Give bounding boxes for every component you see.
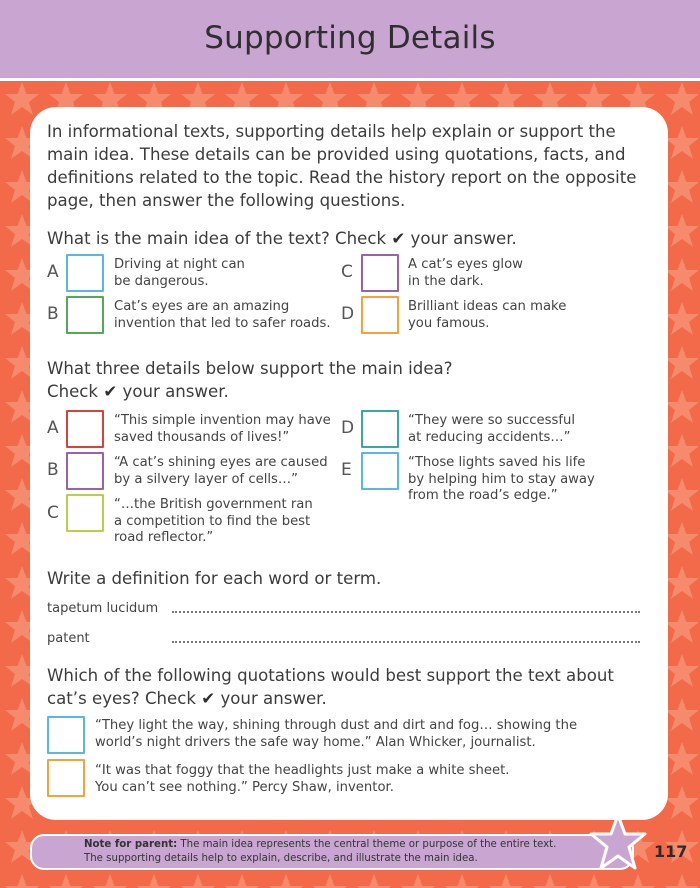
page-title: Supporting Details <box>204 20 496 56</box>
q2-prompt: What three details below support the main idea? Check ✔ your answer. <box>47 359 453 401</box>
q2-option-c: “…the British government ran a competition to find the best road reflector.” <box>114 497 313 545</box>
q3-prompt: Write a definition for each word or term. <box>47 569 382 588</box>
q1-letter-d: D <box>341 304 355 324</box>
q1-option-b: Cat’s eyes are an amazing invention that led to safer roads. <box>114 299 331 331</box>
q2-checkbox-a[interactable] <box>66 410 104 448</box>
q1-letter-c: C <box>341 262 353 282</box>
q2-checkbox-e[interactable] <box>361 452 399 490</box>
page-number: 117 <box>654 842 688 861</box>
check-icon: ✔ <box>103 382 118 401</box>
q1-checkbox-b[interactable] <box>66 296 104 334</box>
q2-letter-e: E <box>341 460 352 480</box>
q1-prompt: What is the main idea of the text? Check ✔ your answer. <box>47 229 517 248</box>
parent-note-label: Note for parent: <box>84 839 178 850</box>
definition-line-patent[interactable] <box>172 641 640 643</box>
q1-letter-a: A <box>47 262 59 282</box>
q1-letter-b: B <box>47 304 59 324</box>
q2-letter-a: A <box>47 418 59 438</box>
check-icon: ✔ <box>201 689 216 708</box>
q2-option-d: “They were so successful at reducing accidents…” <box>408 413 576 445</box>
q1-checkbox-c[interactable] <box>361 254 399 292</box>
q1-checkbox-d[interactable] <box>361 296 399 334</box>
parent-note: Note for parent: The main idea represents the central theme or purpose of the entire text. The supporting details help to explain, describe, and illustrate the main idea. <box>84 839 557 864</box>
q4-option-2: “It was that foggy that the headlights just make a white sheet. You can’t see nothing.” Percy Shaw, inventor. <box>95 763 510 795</box>
q2-checkbox-c[interactable] <box>66 494 104 532</box>
definition-line-tapetum-lucidum[interactable] <box>172 611 640 613</box>
q4-prompt: Which of the following quotations would best support the text about cat’s eyes? Check ✔ your answer. <box>47 666 614 708</box>
q1-option-d: Brilliant ideas can make you famous. <box>408 299 567 331</box>
q2-letter-b: B <box>47 460 59 480</box>
q1-option-a: Driving at night can be dangerous. <box>114 257 245 289</box>
q2-option-e: “Those lights saved his life by helping him to stay away from the road’s edge.” <box>408 455 595 503</box>
term-label-patent: patent <box>47 631 90 646</box>
q2-option-b: “A cat’s shining eyes are caused by a silvery layer of cells…” <box>114 455 328 487</box>
check-icon: ✔ <box>391 229 406 248</box>
q4-checkbox-2[interactable] <box>47 759 85 797</box>
q1-checkbox-a[interactable] <box>66 254 104 292</box>
term-label-tapetum-lucidum: tapetum lucidum <box>47 601 159 616</box>
q4-option-1: “They light the way, shining through dust and dirt and fog… showing the world’s night drivers the safe way home.” Alan Whicker, journalist. <box>95 718 578 750</box>
q2-checkbox-b[interactable] <box>66 452 104 490</box>
page-header <box>0 0 700 81</box>
q2-checkbox-d[interactable] <box>361 410 399 448</box>
q2-option-a: “This simple invention may have saved thousands of lives!” <box>114 413 331 445</box>
star-icon <box>588 812 648 874</box>
intro-text: In informational texts, supporting details help explain or support the main idea. These details can be provided using quotations, facts, and definitions related to the topic. Read the history report on the opposite page, then answer the following questions. <box>47 122 637 210</box>
q2-letter-d: D <box>341 418 355 438</box>
q4-checkbox-1[interactable] <box>47 716 85 754</box>
q1-option-c: A cat’s eyes glow in the dark. <box>408 257 523 289</box>
q2-letter-c: C <box>47 503 59 523</box>
